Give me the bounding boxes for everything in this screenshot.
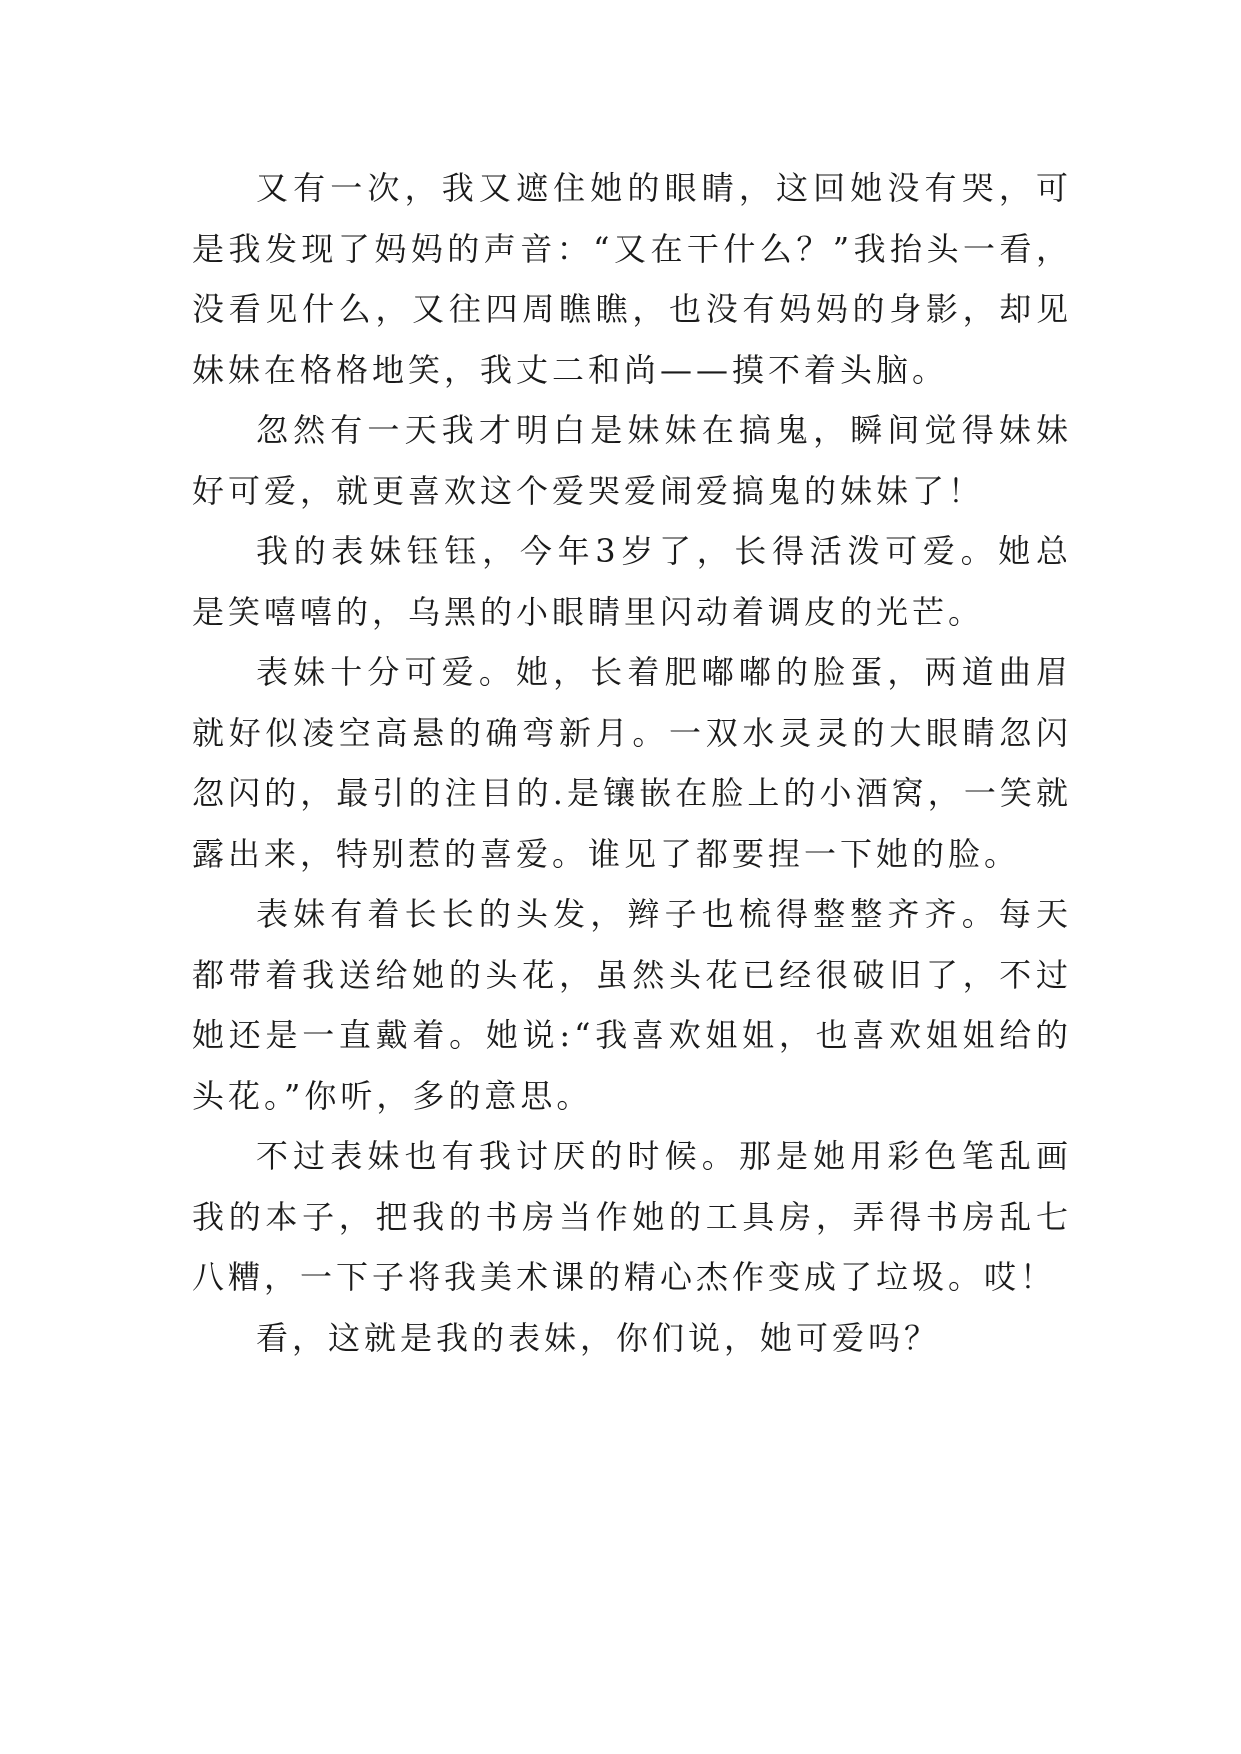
paragraph: 表妹十分可爱。她，长着肥嘟嘟的脸蛋，两道曲眉就好似凌空高悬的确弯新月。一双水灵灵的大眼睛忽闪忽闪的，最引的注目的.是镶嵌在脸上的小酒窝，一笑就露出来，特别惹的喜爱。谁见了都要捏一下她的脸。 (192, 653, 1072, 873)
document-body (192, 158, 1072, 1368)
paragraph: 表妹有着长长的头发，辫子也梳得整整齐齐。每天都带着我送给她的头花，虽然头花已经很破旧了，不过她还是一直戴着。她说:“我喜欢姐姐，也喜欢姐姐给的头花。”你听，多的意思。 (192, 895, 1072, 1115)
paragraph: 又有一次，我又遮住她的眼睛，这回她没有哭，可是我发现了妈妈的声音：“又在干什么？”我抬头一看，没看见什么，又往四周瞧瞧，也没有妈妈的身影，却见妹妹在格格地笑，我丈二和尚——摸不着头脑。 (192, 169, 1072, 389)
paragraph: 忽然有一天我才明白是妹妹在搞鬼，瞬间觉得妹妹好可爱，就更喜欢这个爱哭爱闹爱搞鬼的妹妹了！ (192, 411, 1072, 510)
paragraph: 看，这就是我的表妹，你们说，她可爱吗？ (256, 1318, 941, 1357)
paragraph: 我的表妹钰钰，今年3岁了，长得活泼可爱。她总是笑嘻嘻的，乌黑的小眼睛里闪动着调皮的光芒。 (192, 532, 1072, 631)
paragraph: 不过表妹也有我讨厌的时候。那是她用彩色笔乱画我的本子，把我的书房当作她的工具房，弄得书房乱七八糟，一下子将我美术课的精心杰作变成了垃圾。哎！ (192, 1137, 1072, 1296)
